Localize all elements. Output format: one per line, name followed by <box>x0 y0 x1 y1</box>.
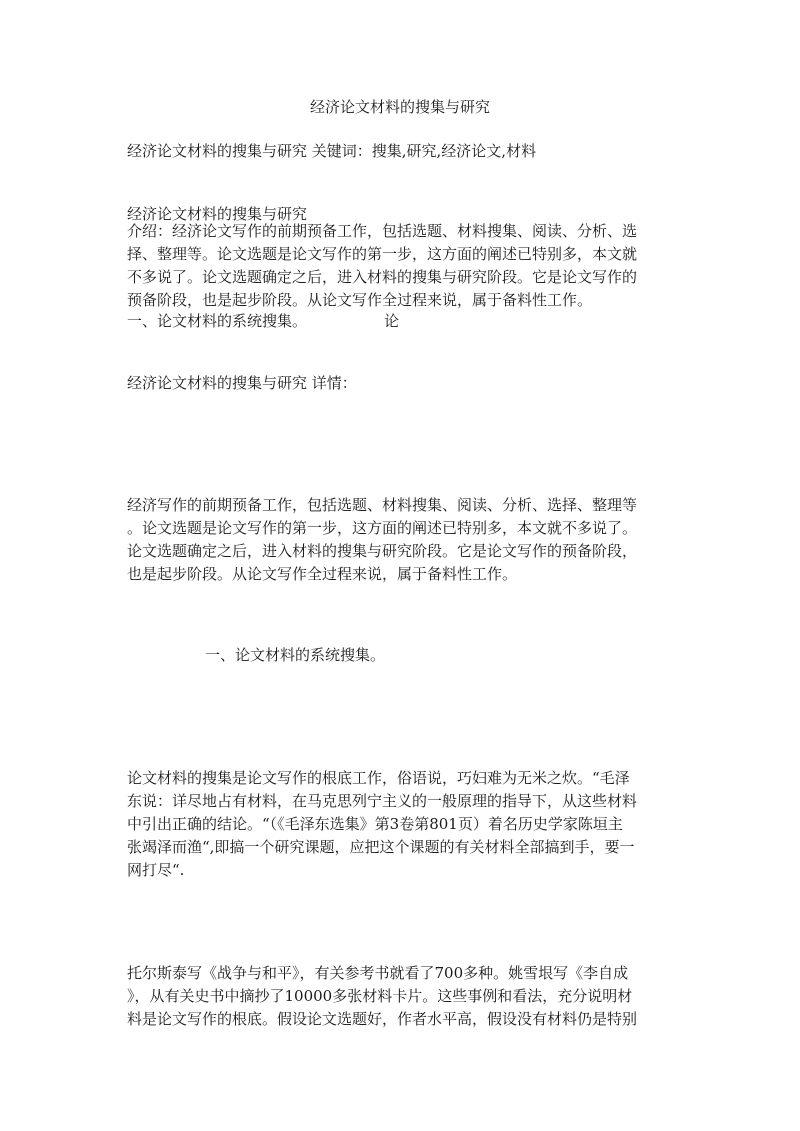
examples-line: 托尔斯泰写《战争与和平》，有关参考书就看了700多种。姚雪垠写《李自成 <box>127 964 629 982</box>
materials-line: 中引出正确的结论。“（《毛泽东选集》第3卷第801页）着名历史学家陈垣主 <box>127 815 623 833</box>
section-heading: 一、论文材料的系统搜集。 <box>205 646 386 664</box>
materials-line: 论文材料的搜集是论文写作的根底工作，俗语说，巧妇难为无米之炊。“毛泽 <box>127 769 630 787</box>
intro-paragraph <box>127 220 637 312</box>
details-line: 。论文选题是论文写作的第一步，这方面的阐述已特别多，本文就不多说了。 <box>127 519 638 537</box>
materials-line: 东说：详尽地占有材料，在马克思列宁主义的一般原理的指导下，从这些材料 <box>127 792 638 810</box>
intro-line: 不多说了。论文选题确定之后，进入材料的搜集与研究阶段。它是论文写作的 <box>127 268 638 286</box>
intro-line: 预备阶段，也是起步阶段。从论文写作全过程来说，属于备料性工作。 <box>127 291 593 309</box>
intro-line: 介绍：经济论文写作的前期预备工作，包括选题、材料搜集、阅读、分析、选 <box>127 222 638 240</box>
intro-section-trailing: 论 <box>384 312 400 330</box>
details-line: 经济写作的前期预备工作，包括选题、材料搜集、阅读、分析、选择、整理等 <box>127 496 638 514</box>
intro-heading: 经济论文材料的搜集与研究 <box>127 205 308 223</box>
details-heading: 经济论文材料的搜集与研究 详情： <box>127 374 357 392</box>
intro-line: 择、整理等。论文选题是论文写作的第一步，这方面的阐述已特别多，本文就 <box>127 245 638 263</box>
examples-paragraph <box>127 962 637 1031</box>
details-line: 论文选题确定之后，进入材料的搜集与研究阶段。它是论文写作的预备阶段， <box>127 542 638 560</box>
materials-line: 张竭泽而渔“,即搞一个研究课题，应把这个课题的有关材料全部搞到手，要一 <box>127 838 635 856</box>
details-line: 也是起步阶段。从论文写作全过程来说，属于备料性工作。 <box>127 565 518 583</box>
document-title: 经济论文材料的搜集与研究 <box>309 98 490 116</box>
examples-line: 》，从有关史书中摘抄了10000多张材料卡片。这些事例和看法，充分说明材 <box>127 987 633 1005</box>
materials-paragraph <box>127 767 637 882</box>
materials-line: 网打尽“. <box>127 861 185 879</box>
examples-line: 料是论文写作的根底。假设论文选题好，作者水平高，假设没有材料仍是特别 <box>127 1010 638 1028</box>
intro-section-line: 一、论文材料的系统搜集。 <box>127 312 308 330</box>
details-paragraph <box>127 494 637 586</box>
keywords-line: 经济论文材料的搜集与研究 关键词：搜集,研究,经济论文,材料 <box>127 142 537 160</box>
